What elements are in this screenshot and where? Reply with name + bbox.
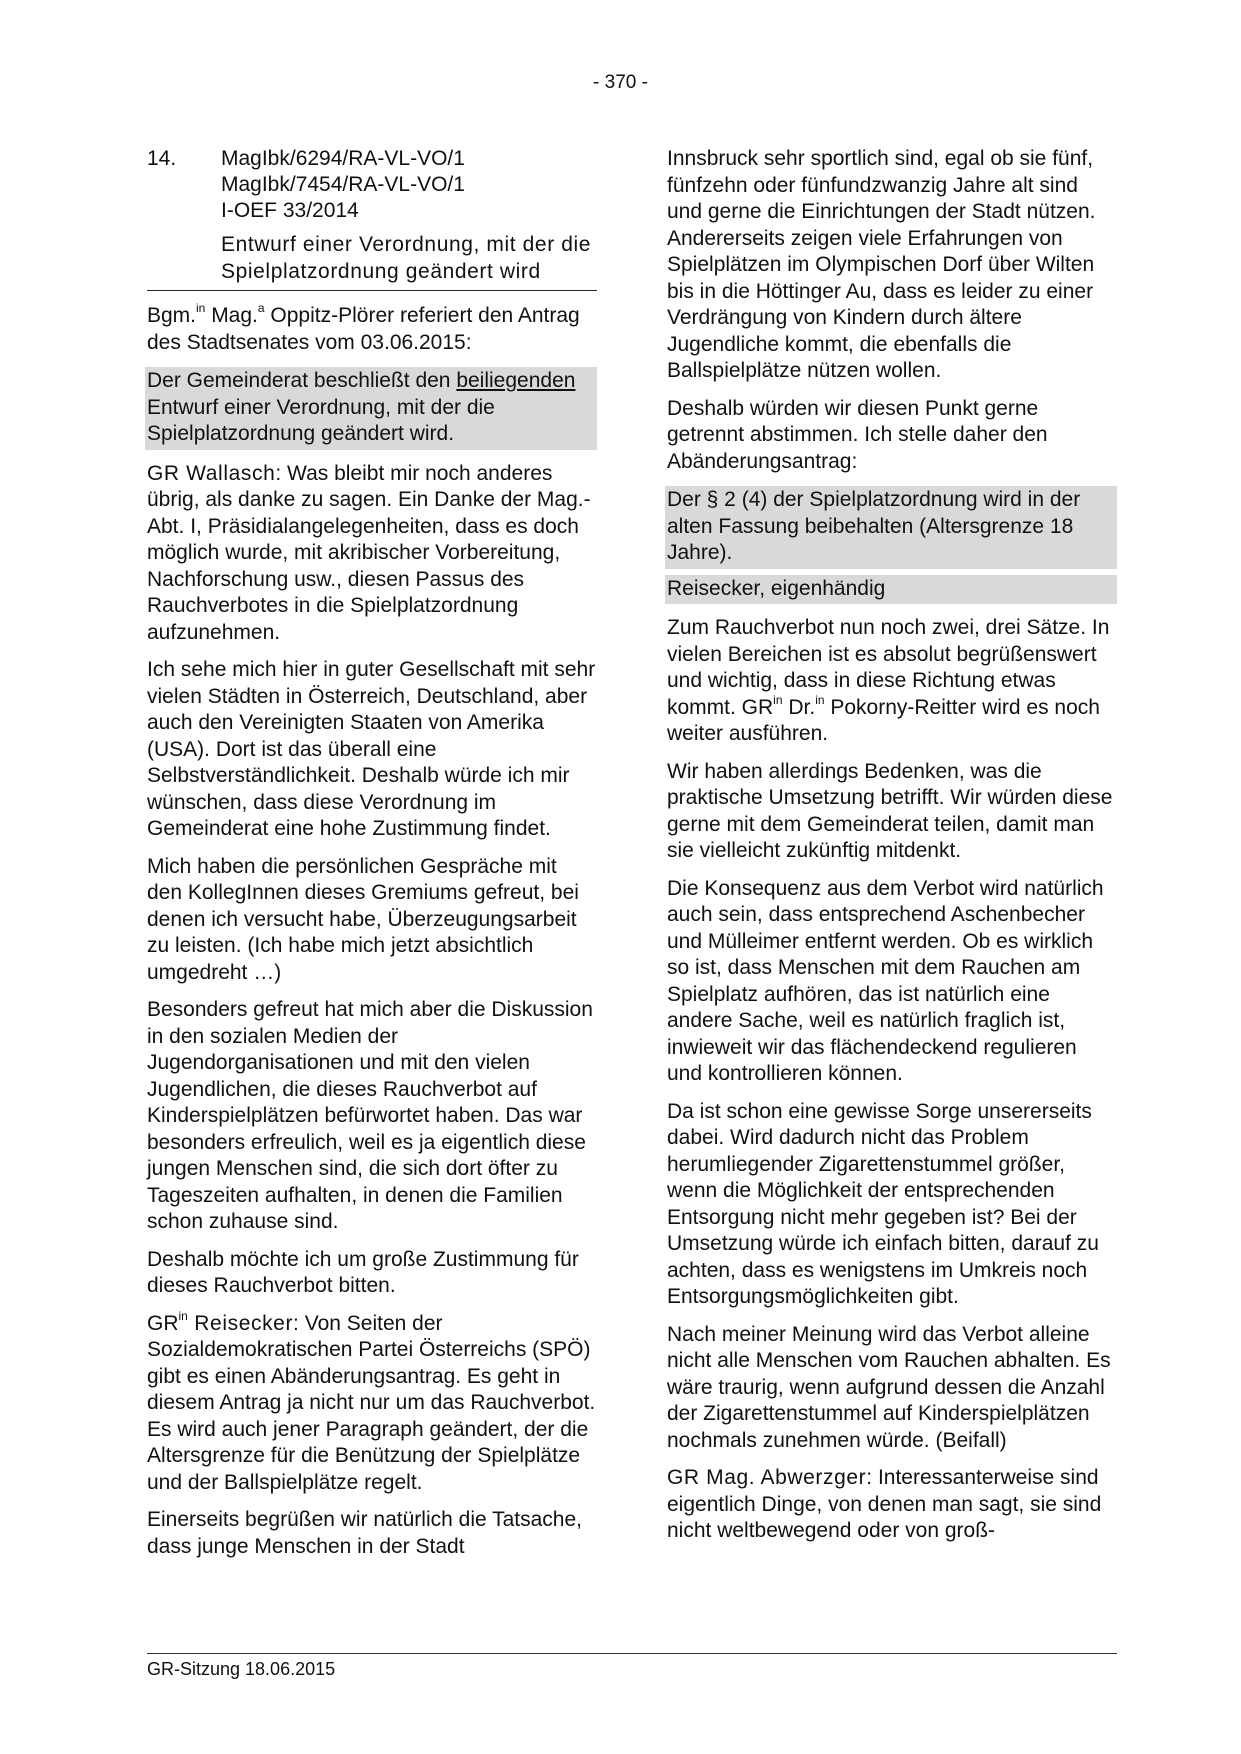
speech-paragraph: GR Wallasch: Was bleibt mir noch anderes übrig, als danke zu sagen. Ein Danke der Mag.-Abt. I, Präsidialangelegenheiten, dass es doch möglich wurde, mit akribischer Vorbereitung, Nachforschung usw., diesen Passus des Rauchverbotes in die Spielplatzordnung aufzunehmen. <box>147 461 591 644</box>
speech-paragraph: Innsbruck sehr sportlich sind, egal ob sie fünf, fünfzehn oder fünfundzwanzig Jahre alt sind und gerne die Einrichtungen der Stadt nützen. Andererseits zeigen viele Erfahrungen von Spielplätzen im Olympischen Dorf über Wilten bis in die Höttinger Au, dass es leider zu einer Verdrängung von Kindern durch ältere Jugendliche kommt, die ebenfalls die Ballspielplätze nützen wollen. <box>667 147 1096 382</box>
speech-paragraph: Die Konsequenz aus dem Verbot wird natürlich auch sein, dass entsprechend Aschenbecher und Mülleimer entfernt werden. Ob es wirklich so ist, dass Menschen mit dem Rauchen am Spielplatz aufhören, das ist natürlich eine andere Sache, weil es natürlich fraglich ist, inwieweit wir das flächendeckend regulieren und kontrollieren können. <box>667 876 1104 1085</box>
speech-paragraph: Mich haben die persönlichen Gespräche mit den KollegInnen dieses Gremiums gefreut, bei denen ich versucht habe, Überzeugungsarbeit zu leisten. (Ich habe mich jetzt absichtlich umgedreht …) <box>147 854 579 984</box>
footer-session-date: GR-Sitzung 18.06.2015 <box>147 1659 336 1679</box>
speaker-name: Reisecker <box>187 1311 294 1335</box>
agenda-item-number: 14. <box>147 147 177 170</box>
reference-line: MagIbk/6294/RA-VL-VO/1 <box>221 147 465 170</box>
agenda-item-title: Entwurf einer Verordnung, mit der die Spielplatzordnung geändert wird <box>221 233 592 283</box>
agenda-item-references <box>221 146 465 224</box>
speech-paragraph: Deshalb möchte ich um große Zustimmung für dieses Rauchverbot bitten. <box>147 1247 579 1297</box>
speech-paragraph: GR Mag. Abwerzger: Interessanterweise sind eigentlich Dinge, von denen man sagt, sie sind nicht weltbewegend oder von groß- <box>667 1466 1102 1542</box>
speech-paragraph: Ich sehe mich hier in guter Gesellschaft mit sehr vielen Städten in Österreich, Deutschland, aber auch den Vereinigten Staaten von Amerika (USA). Dort ist das überall eine Selbstverständlichkeit. Deshalb würde ich mir wünschen, dass diese Verordnung im Gemeinderat eine hohe Zustimmung findet. <box>147 658 596 840</box>
speech-paragraph: Nach meiner Meinung wird das Verbot alleine nicht alle Menschen vom Rauchen abhalten. Es wäre traurig, wenn aufgrund dessen die Anzahl der Zigarettenstummel auf Kinderspielplätzen nochmals zunehmen würde. (Beifall) <box>667 1322 1111 1452</box>
speech-paragraph: Deshalb würden wir diesen Punkt gerne getrennt abstimmen. Ich stelle daher den Abänderungsantrag: <box>667 396 1048 473</box>
speech-paragraph: Da ist schon eine gewisse Sorge unsererseits dabei. Wird dadurch nicht das Problem herumliegender Zigarettenstummel größer, wenn die Möglichkeit der entsprechenden Entsorgung nicht mehr gegeben ist? Bei der Umsetzung würde ich einfach bitten, darauf zu achten, dass es wenigstens im Umkreis noch Entsorgungsmöglichkeiten gibt. <box>667 1099 1099 1308</box>
intro-paragraph: Bgm.$^{in}$ Mag.$^a$ Oppitz-Plörer referiert den Antrag des Stadtsenates vom 03.06.2015: <box>147 301 580 354</box>
left-column <box>147 146 597 1571</box>
reference-line: I-OEF 33/2014 <box>221 199 359 222</box>
speech-paragraph: Einerseits begrüßen wir natürlich die Tatsache, dass junge Menschen in der Stadt <box>147 1508 583 1558</box>
title-divider <box>147 290 597 291</box>
speech-paragraph: $GR^{in}$ Reisecker: Von Seiten der Sozialdemokratischen Partei Österreichs (SPÖ) gibt es einen Abänderungsantrag. Es geht in diesem Antrag ja nicht nur um das Rauchverbot. Es wird auch jener Paragraph geändert, der die Altersgrenze für die Benützung der Spielplätze und der Ballspielplätze regelt. <box>147 1308 596 1494</box>
signature-box: Reisecker, eigenhändig <box>665 575 1117 605</box>
motion-box: Der Gemeinderat beschließt den beiliegenden Entwurf einer Verordnung, mit der die Spielplatzordnung geändert wird. <box>145 367 597 450</box>
speaker-name: GR Wallasch <box>147 461 276 485</box>
right-column <box>667 146 1117 1556</box>
speaker-name: GR Mag. Abwerzger <box>667 1466 867 1489</box>
speech-paragraph: Wir haben allerdings Bedenken, was die praktische Umsetzung betrifft. Wir würden diese gerne mit dem Gemeinderat teilen, damit man sie vielleicht zukünftig mitdenkt. <box>667 759 1113 862</box>
footer-divider <box>147 1653 1117 1654</box>
speech-paragraph: Zum Rauchverbot nun noch zwei, drei Sätze. In vielen Bereichen ist es absolut begrüßenswert und wichtig, dass in diese Richtung etwas kommt. $GR^{in}$ Dr.$^{in}$ Pokorny-Reitter wird es noch weiter ausführen. <box>667 616 1110 745</box>
reference-line: MagIbk/7454/RA-VL-VO/1 <box>221 173 465 196</box>
page-number: - 370 - <box>593 72 648 93</box>
amendment-box: Der § 2 (4) der Spielplatzordnung wird in der alten Fassung beibehalten (Altersgrenze 18 Jahre). <box>665 486 1117 569</box>
agenda-item-header <box>147 146 597 224</box>
speech-paragraph: Besonders gefreut hat mich aber die Diskussion in den sozialen Medien der Jugendorganisationen und mit den vielen Jugendlichen, die dieses Rauchverbot auf Kinderspielplätzen befürwortet haben. Das war besonders erfreulich, weil es ja eigentlich diese jungen Menschen sind, die sich dort öfter zu Tageszeiten aufhalten, in denen die Familien schon zuhause sind. <box>147 998 593 1233</box>
